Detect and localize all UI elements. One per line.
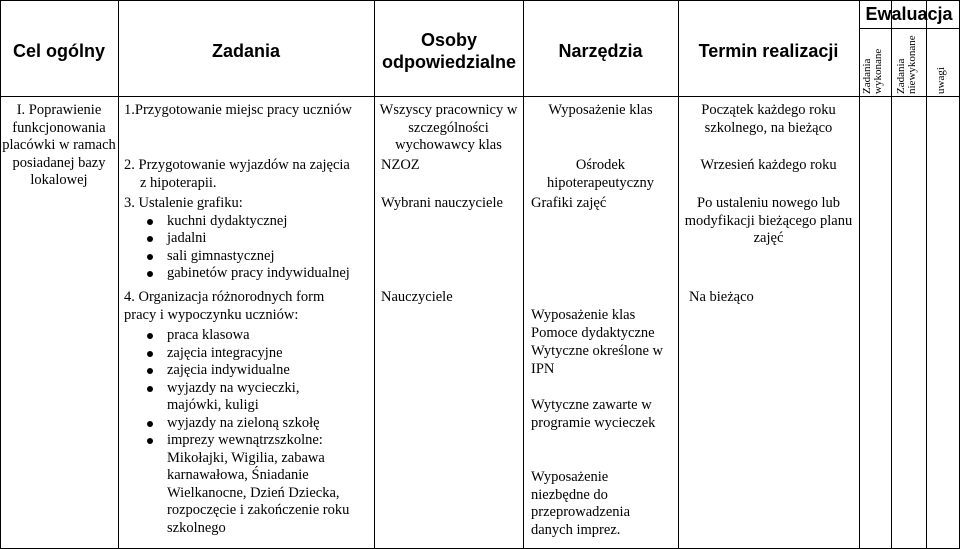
- osoby-2: NZOZ: [381, 157, 420, 173]
- list-item: imprezy wewnątrzszkolne: Mikołajki, Wigilia, zabawa karnawałowa, Śniadanie Wielkanocne, Dzień Dziecka, rozpoczęcie i zakończenie roku szkolnego: [140, 432, 354, 537]
- col-border: [374, 0, 375, 549]
- task-2: [124, 157, 372, 192]
- task-3-title: 3. Ustalenie grafiku:: [124, 195, 243, 211]
- narzedzia-4a: Wyposażenie klas: [531, 307, 636, 323]
- row-border: [0, 0, 960, 1]
- header-ewaluacja: Ewaluacja: [865, 4, 953, 24]
- list-item: wyjazdy na zieloną szkołę: [140, 415, 354, 433]
- termin-1: Początek każdego roku szkolnego, na bieżąco: [701, 102, 836, 136]
- header-cel: Cel ogólny: [12, 41, 105, 61]
- narzedzia-4e: Wyposażenie niezbędne do przeprowadzenia danych imprez.: [531, 469, 631, 538]
- list-item: gabinetów pracy indywidualnej: [140, 265, 372, 283]
- narzedzia-2: Ośrodek hipoterapeutyczny: [546, 157, 655, 191]
- narzedzia-3: Grafiki zajęć: [531, 195, 607, 211]
- narzedzia-4d: Wytyczne zawarte w programie wycieczek: [531, 397, 656, 431]
- header-niewykonane: Zadania niewykonane: [895, 35, 918, 94]
- header-narzedzia: Narzędzia: [558, 41, 643, 61]
- narzedzia-4c: Wytyczne określone w IPN: [531, 343, 663, 377]
- col-border: [891, 0, 892, 549]
- list-item: sali gimnastycznej: [140, 248, 372, 266]
- termin-2: Wrzesień każdego roku: [700, 157, 837, 173]
- list-item: praca klasowa: [140, 327, 354, 345]
- list-item: kuchni dydaktycznej: [140, 213, 372, 231]
- row-border: [0, 96, 960, 97]
- osoby-4: Nauczyciele: [381, 289, 453, 305]
- task-2-line2: z hipoterapii.: [140, 174, 217, 191]
- termin-3: Po ustaleniu nowego lub modyfikacji bieżącego planu zajęć: [684, 195, 853, 246]
- header-termin: Termin realizacji: [698, 41, 839, 61]
- col-border: [678, 0, 679, 549]
- col-border: [859, 0, 860, 549]
- col-border: [523, 0, 524, 549]
- task-1: 1.Przygotowanie miejsc pracy uczniów: [124, 102, 352, 118]
- task-4-title: 4. Organizacja różnorodnych form pracy i wypoczynku uczniów:: [124, 289, 325, 323]
- task-4-list: [140, 327, 354, 537]
- task-2-line1: 2. Przygotowanie wyjazdów na zajęcia: [124, 157, 350, 173]
- col-border: [926, 0, 927, 549]
- col-border: [0, 0, 1, 549]
- osoby-1: Wszyscy pracownicy w szczególności wychowawcy klas: [379, 102, 518, 153]
- col-border: [118, 0, 119, 549]
- osoby-3: Wybrani nauczyciele: [381, 195, 503, 211]
- task-3-list: [140, 213, 372, 283]
- task-4: [124, 289, 354, 537]
- narzedzia-4b: Pomoce dydaktyczne: [531, 325, 655, 341]
- header-uwagi: uwagi: [935, 67, 947, 94]
- narzedzia-1: Wyposażenie klas: [548, 102, 653, 118]
- header-osoby: Osoby odpowiedzialne: [381, 30, 516, 72]
- list-item: wyjazdy na wycieczki, majówki, kuligi: [140, 380, 354, 415]
- cel-text: I. Poprawienie funkcjonowania placówki w ramach posiadanej bazy lokalowej: [2, 102, 116, 188]
- row-border: [859, 28, 960, 29]
- list-item: zajęcia integracyjne: [140, 345, 354, 363]
- list-item: jadalni: [140, 230, 372, 248]
- task-3: [124, 195, 372, 283]
- list-item: zajęcia indywidualne: [140, 362, 354, 380]
- header-wykonane: Zadania wykonane: [861, 48, 884, 94]
- termin-4: Na bieżąco: [689, 289, 754, 305]
- header-zadania: Zadania: [211, 41, 281, 61]
